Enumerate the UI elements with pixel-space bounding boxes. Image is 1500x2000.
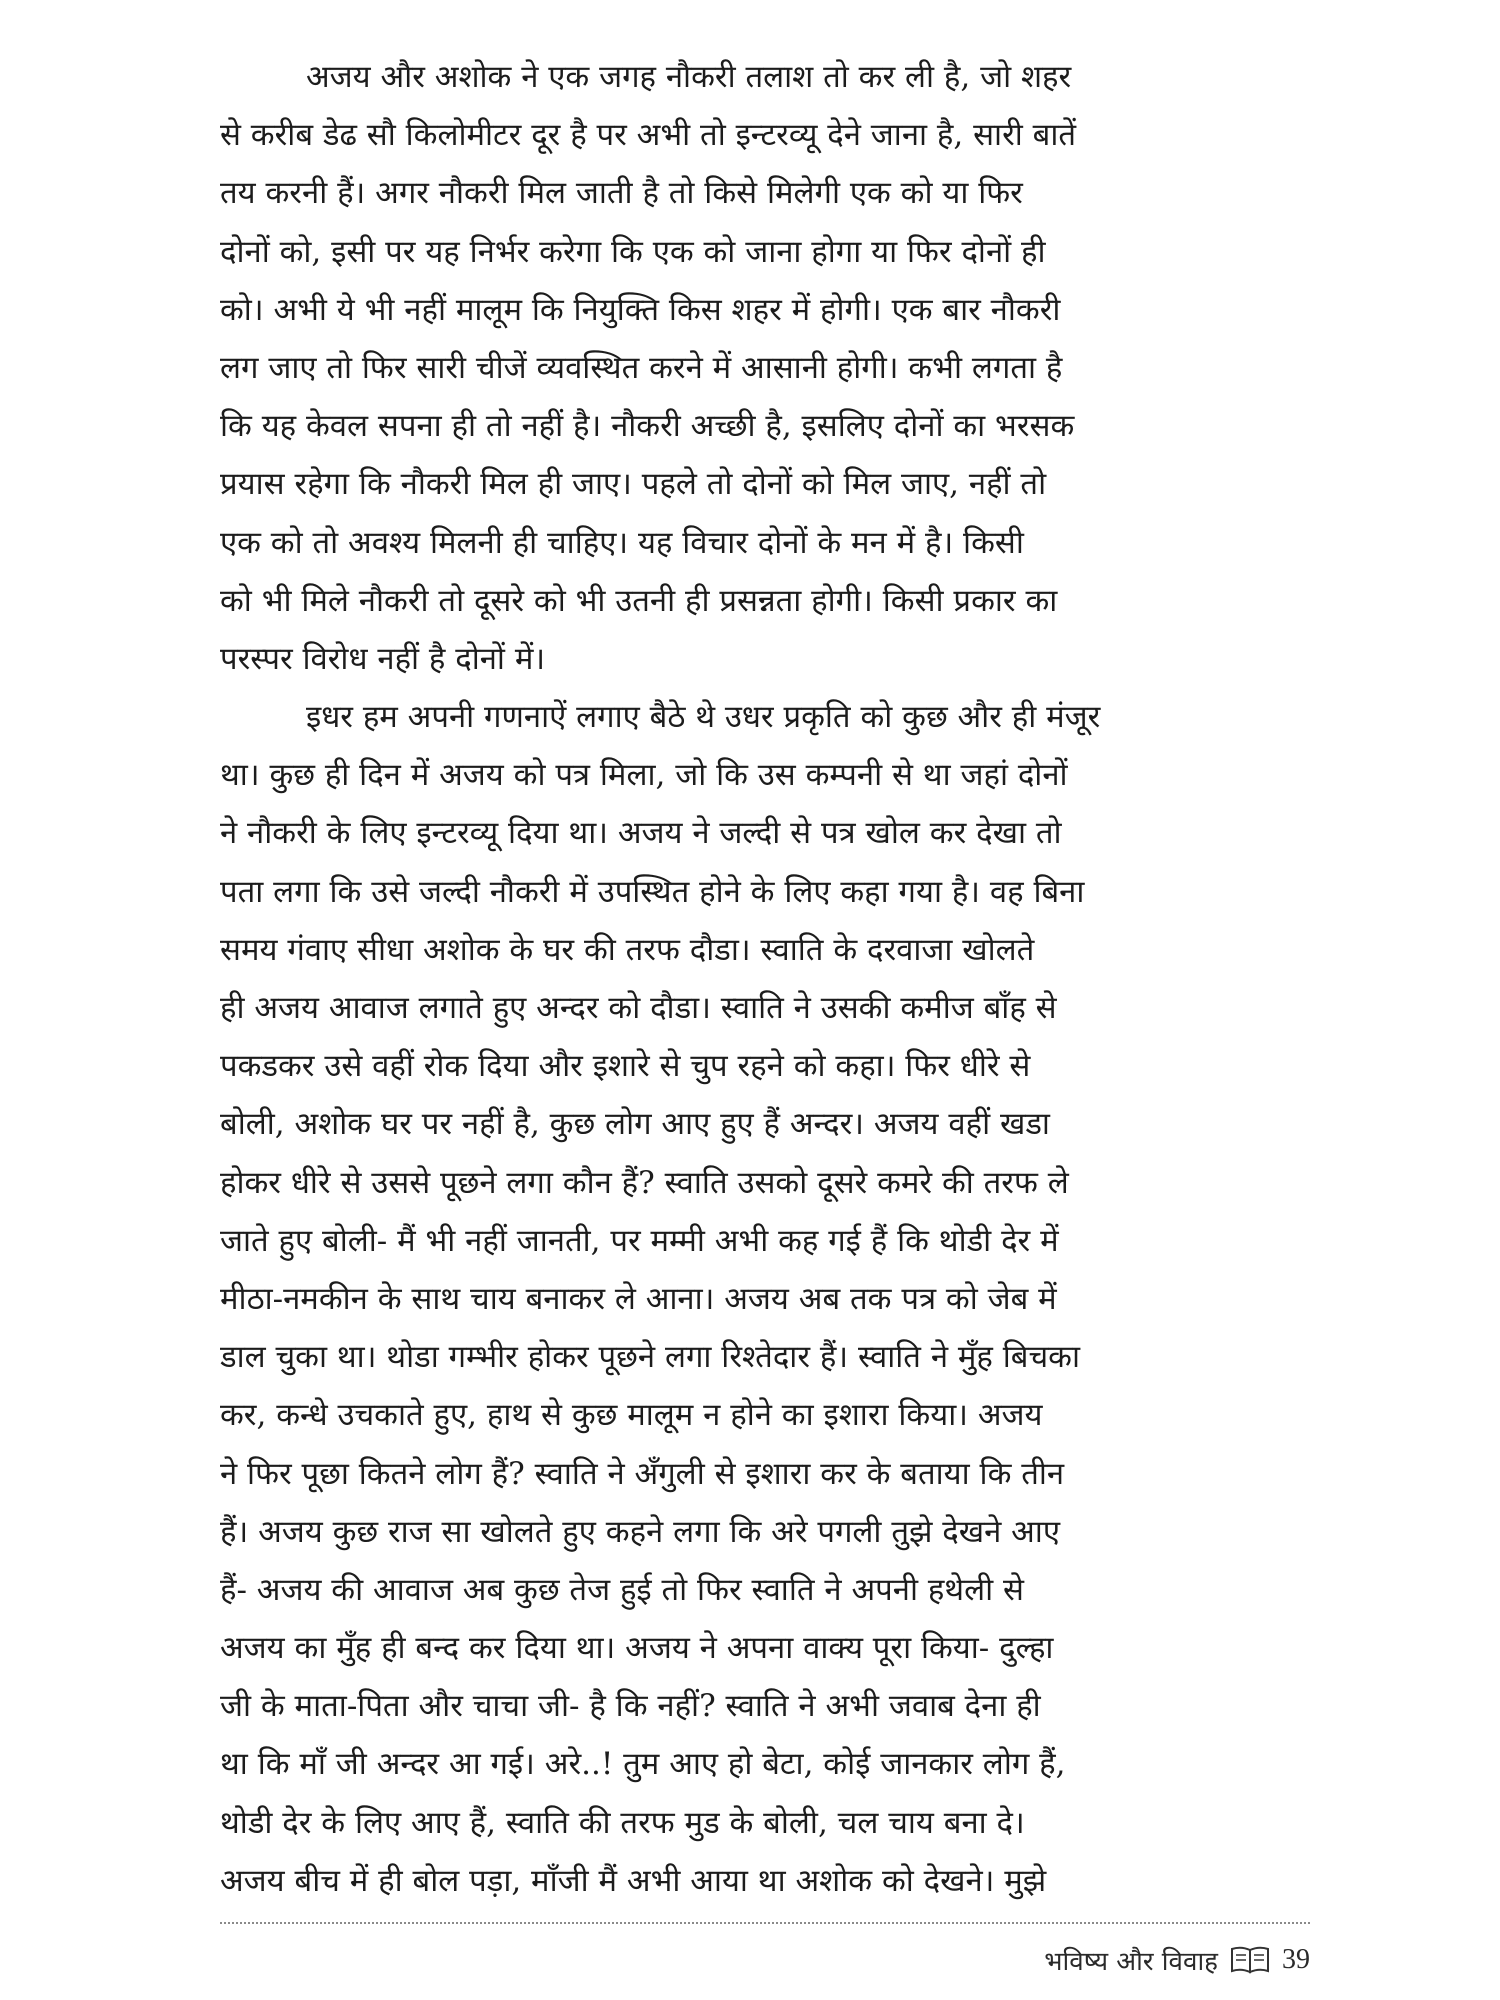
text-line: जाते हुए बोली- मैं भी नहीं जानती, पर मम्मी अभी कह गई हैं कि थोडी देर में [220, 1222, 1059, 1259]
text-line: जी के माता-पिता और चाचा जी- है कि नहीं? स्वाति ने अभी जवाब देना ही [220, 1688, 1041, 1725]
text-line: ने फिर पूछा कितने लोग हैं? स्वाति ने अँगुली से इशारा कर के बताया कि तीन [220, 1455, 1065, 1492]
text-line: पता लगा कि उसे जल्दी नौकरी में उपस्थित होने के लिए कहा गया है। वह बिना [220, 873, 1085, 910]
text-line: प्रयास रहेगा कि नौकरी मिल ही जाए। पहले तो दोनों को मिल जाए, नहीं तो [220, 466, 1047, 503]
text-line: अजय और अशोक ने एक जगह नौकरी तलाश तो कर ली है, जो शहर [306, 59, 1072, 95]
text-line: परस्पर विरोध नहीं है दोनों में। [220, 640, 546, 677]
text-line: एक को तो अवश्य मिलनी ही चाहिए। यह विचार दोनों के मन में है। किसी [220, 524, 1024, 561]
text-line: को भी मिले नौकरी तो दूसरे को भी उतनी ही प्रसन्नता होगी। किसी प्रकार का [220, 582, 1058, 619]
text-line: हैं- अजय की आवाज अब कुछ तेज हुई तो फिर स्वाति ने अपनी हथेली से [220, 1571, 1024, 1608]
text-line: कर, कन्धे उचकाते हुए, हाथ से कुछ मालूम न होने का इशारा किया। अजय [220, 1397, 1043, 1434]
text-line: लग जाए तो फिर सारी चीजें व्यवस्थित करने में आसानी होगी। कभी लगता है [220, 349, 1063, 386]
text-line: ने नौकरी के लिए इन्टरव्यू दिया था। अजय ने जल्दी से पत्र खोल कर देखा तो [220, 815, 1062, 852]
page-footer [1044, 1935, 1310, 1985]
book-title: भविष्य और विवाह [1044, 1947, 1218, 1977]
text-line: इधर हम अपनी गणनाऐं लगाए बैठे थे उधर प्रकृति को कुछ और ही मंजूर [306, 699, 1101, 736]
text-line: डाल चुका था। थोडा गम्भीर होकर पूछने लगा रिश्तेदार हैं। स्वाति ने मुँह बिचका [220, 1339, 1080, 1376]
text-line: था। कुछ ही दिन में अजय को पत्र मिला, जो कि उस कम्पनी से था जहां दोनों [220, 757, 1068, 794]
text-line: से करीब डेढ सौ किलोमीटर दूर है पर अभी तो इन्टरव्यू देने जाना है, सारी बातें [220, 117, 1077, 154]
text-line: ही अजय आवाज लगाते हुए अन्दर को दौडा। स्वाति ने उसकी कमीज बाँह से [220, 990, 1057, 1026]
body-text [220, 48, 1310, 1910]
text-line: थोडी देर के लिए आए हैं, स्वाति की तरफ मुड के बोली, चल चाय बना दे। [220, 1804, 1025, 1841]
text-line: होकर धीरे से उससे पूछने लगा कौन हैं? स्वाति उसको दूसरे कमरे की तरफ ले [220, 1164, 1069, 1201]
open-book-icon [1230, 1945, 1270, 1975]
text-line: था कि माँ जी अन्दर आ गई। अरे..! तुम आए हो बेटा, कोई जानकार लोग हैं, [220, 1746, 1066, 1783]
text-line: अजय बीच में ही बोल पड़ा, माँजी मैं अभी आया था अशोक को देखने। मुझे [220, 1862, 1047, 1899]
footer-divider [220, 1922, 1310, 1924]
text-line: समय गंवाए सीधा अशोक के घर की तरफ दौडा। स्वाति के दरवाजा खोलते [220, 931, 1035, 968]
text-line: दोनों को, इसी पर यह निर्भर करेगा कि एक को जाना होगा या फिर दोनों ही [220, 233, 1046, 270]
page-number: 39 [1282, 1944, 1310, 1975]
text-line: मीठा-नमकीन के साथ चाय बनाकर ले आना। अजय अब तक पत्र को जेब में [220, 1280, 1057, 1317]
text-line: कि यह केवल सपना ही तो नहीं है। नौकरी अच्छी है, इसलिए दोनों का भरसक [220, 408, 1075, 445]
text-line: तय करनी हैं। अगर नौकरी मिल जाती है तो किसे मिलेगी एक को या फिर [220, 175, 1023, 212]
text-line: हैं। अजय कुछ राज सा खोलते हुए कहने लगा कि अरे पगली तुझे देखने आए [220, 1513, 1060, 1550]
text-line: को। अभी ये भी नहीं मालूम कि नियुक्ति किस शहर में होगी। एक बार नौकरी [220, 291, 1061, 328]
text-line: पकडकर उसे वहीं रोक दिया और इशारे से चुप रहने को कहा। फिर धीरे से [220, 1048, 1031, 1085]
text-line: अजय का मुँह ही बन्द कर दिया था। अजय ने अपना वाक्य पूरा किया- दुल्हा [220, 1630, 1054, 1667]
text-line: बोली, अशोक घर पर नहीं है, कुछ लोग आए हुए हैं अन्दर। अजय वहीं खडा [220, 1106, 1050, 1143]
